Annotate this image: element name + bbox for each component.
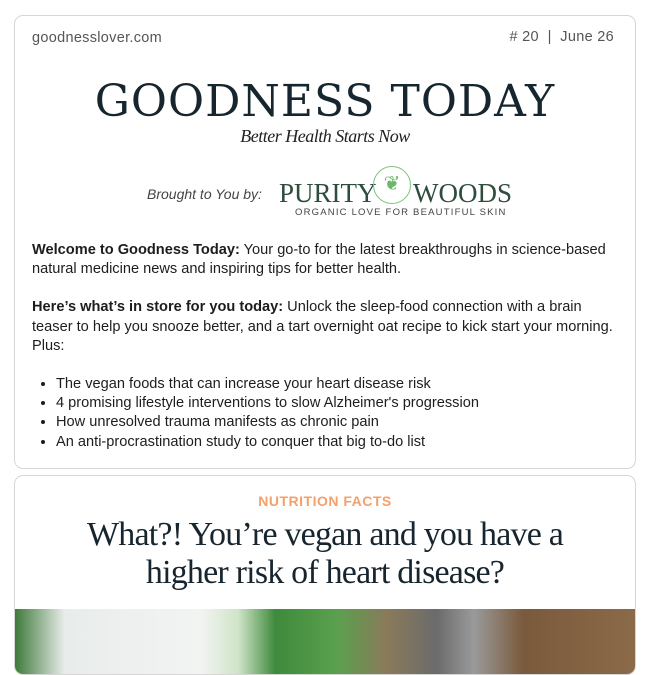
intro-body xyxy=(32,241,619,452)
issue-date: # 20 | June 26 xyxy=(509,29,614,45)
brought-by-label: Brought to You by: xyxy=(147,186,262,202)
article-kicker: NUTRITION FACTS xyxy=(258,493,392,509)
site-link[interactable]: goodnesslover.com xyxy=(32,30,163,46)
today-bold: Here’s what’s in store for you today: xyxy=(32,299,284,316)
sponsor-subtitle: ORGANIC LOVE FOR BEAUTIFUL SKIN xyxy=(295,207,507,218)
today-paragraph xyxy=(32,298,619,356)
article-card xyxy=(14,475,636,675)
leaf-icon: ❦ xyxy=(373,166,411,204)
sponsor-name-left: PURITY xyxy=(279,178,377,208)
welcome-paragraph xyxy=(32,241,619,279)
sponsor-logo[interactable] xyxy=(279,166,512,221)
sponsor-name-right: WOODS xyxy=(413,178,512,208)
list-item: • How unresolved trauma manifests as chronic pain xyxy=(56,413,619,432)
welcome-bold: Welcome to Goodness Today: xyxy=(32,242,240,258)
tagline: Better Health Starts Now xyxy=(240,126,410,146)
today-text: Unlock the sleep-food connection with a brain teaser to help you snooze better, and a tart overnight oat recipe to kick start your morning. Plus: xyxy=(32,299,613,354)
intro-card xyxy=(14,15,636,469)
list-item: • 4 promising lifestyle interventions to slow Alzheimer's progression xyxy=(56,394,619,413)
welcome-text: Your go-to for the latest breakthroughs in science-based natural medicine news and inspiring tips for better health. xyxy=(32,242,606,278)
article-headline[interactable]: What?! You’re vegan and you have a higher risk of heart disease? xyxy=(86,516,563,591)
highlights-list xyxy=(56,375,619,452)
masthead-logo: GOODNESS TODAY xyxy=(94,76,556,127)
list-item: • An anti-procrastination study to conquer that big to-do list xyxy=(56,433,619,452)
list-item: • The vegan foods that can increase your heart disease risk xyxy=(56,375,619,394)
article-photo[interactable] xyxy=(15,609,635,675)
